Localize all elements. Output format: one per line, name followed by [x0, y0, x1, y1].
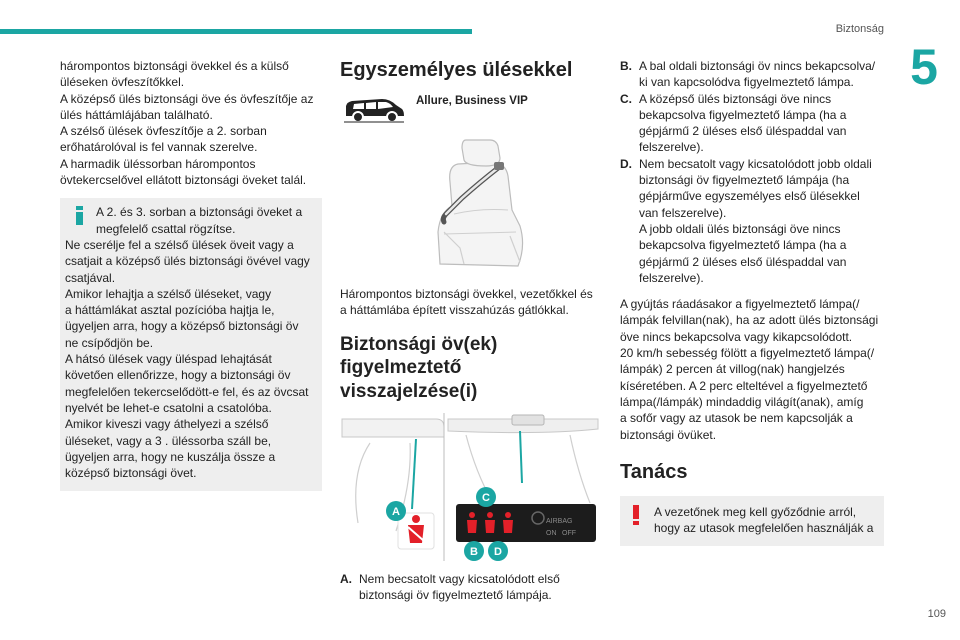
- warning-box: [620, 496, 884, 547]
- text-line: ügyeljen arra, hogy a középső biztonsági öv: [65, 319, 299, 334]
- info-box: [60, 198, 322, 491]
- text-line: bekapcsolva figyelmeztető lámpa (ha a: [639, 107, 847, 122]
- text-line: felszerelve).: [639, 270, 704, 285]
- text-line: követően ellenőrizze, hogy a biztonsági öv: [65, 368, 291, 383]
- text-line: gépjármű 2 üléses első üléspaddal van: [639, 124, 847, 139]
- panel-label-on: ON: [546, 530, 557, 538]
- legend-letter: A.: [340, 572, 352, 587]
- text-line: biztonsági öv figyelmeztető lámpája (ha: [639, 173, 850, 188]
- panel-label-airbag: AIRBAG: [546, 518, 573, 526]
- text-line: Nem becsatolt vagy kicsatolódott jobb oldali: [639, 156, 872, 171]
- heading-line: Biztonsági öv(ek): [340, 333, 498, 355]
- header-accent-bar: [0, 29, 472, 34]
- text-line: Amikor lehajtja a szélső üléseket, vagy: [65, 286, 272, 301]
- text-line: A középső ülés biztonsági öve és övfeszítője az: [60, 91, 314, 106]
- warning-exclamation-icon: [633, 505, 639, 525]
- legend-item-d: [620, 156, 884, 286]
- info-box-lead: [65, 204, 317, 237]
- text-line: lámpák) 2 percen át villog(nak) hangjelzés: [620, 362, 845, 377]
- model-label: Allure, Business VIP: [416, 95, 528, 107]
- info-icon: [76, 206, 83, 224]
- heading-line: figyelmeztető: [340, 357, 462, 379]
- column-middle: [340, 58, 602, 604]
- van-icon: [342, 94, 406, 124]
- text-line: üléseket, vagy a 3 . üléssorba száll be,: [65, 433, 272, 448]
- text-line: hogy az utasok megfelelően használják a: [654, 521, 874, 536]
- legend-letter: D.: [620, 156, 632, 171]
- panel-label-off: OFF: [562, 530, 576, 538]
- info-box-body: [65, 237, 317, 481]
- legend-item-b: [620, 58, 884, 91]
- callout-a: [386, 501, 406, 521]
- text-line: Nem becsatolt vagy kicsatolódott első: [359, 572, 560, 587]
- text-line: bekapcsolva figyelmeztető lámpa (ha a: [639, 238, 847, 253]
- heading-tip: Tanács: [620, 460, 688, 483]
- text-line: A jobb oldali ülés biztonsági öve nincs: [639, 221, 841, 236]
- intro-text: [60, 58, 322, 188]
- callout-d: [488, 541, 508, 561]
- svg-text:B: B: [470, 546, 478, 559]
- heading-single-seats: Egyszemélyes ülésekkel: [340, 59, 573, 81]
- svg-text:A: A: [392, 506, 400, 519]
- text-line: felszerelve).: [639, 140, 704, 155]
- text-line: biztonsági öv figyelmeztető lámpája.: [359, 588, 552, 603]
- text-line: a háttámlába épített visszahúzás gátlókkal.: [340, 303, 569, 318]
- svg-text:C: C: [482, 492, 490, 505]
- heading-line: visszajelzése(i): [340, 380, 478, 402]
- text-line: biztonsági övüket.: [620, 427, 717, 442]
- text-line: van felszerelve).: [639, 205, 727, 220]
- text-line: 20 km/h sebesség fölött a figyelmeztető lámpa(/: [620, 346, 875, 361]
- text-line: ügyeljen arra, hogy ne kuszálja össze a: [65, 449, 276, 464]
- callout-c: [476, 487, 496, 507]
- text-line: ne csípődjön be.: [65, 335, 154, 350]
- seat-belt-illustration: [340, 136, 602, 274]
- text-line: A szélső ülések övfeszítője a 2. sorban: [60, 124, 267, 139]
- text-line: a háttámlákat asztal pozícióba hajtja le,: [65, 303, 275, 318]
- text-line: lámpák felvillan(nak), ha az adott ülés biztonsági: [620, 313, 879, 328]
- legend-item-a: [340, 571, 602, 604]
- text-line: kíséretében. A 2 perc elteltével a figyelmeztető: [620, 378, 868, 393]
- text-line: A középső ülés biztonsági öve nincs: [639, 91, 832, 106]
- text-line: nyelvét be lehet-e csatolni a csatolóba.: [65, 400, 272, 415]
- text-line: gépjárműve egyszemélyes első ülésekkel: [639, 189, 860, 204]
- text-line: gépjármű 2 üléses első üléspaddal van: [639, 254, 847, 269]
- legend-letter: B.: [620, 59, 632, 73]
- seat-belt-description: [340, 286, 602, 319]
- model-applicability: [340, 92, 602, 130]
- heading-warning-lamps: [340, 333, 602, 404]
- text-line: középső biztonsági övet.: [65, 466, 197, 481]
- legend-letter: C.: [620, 91, 632, 106]
- column-right: [620, 58, 884, 546]
- page-number: 109: [927, 608, 946, 620]
- text-line: A 2. és 3. sorban a biztonsági öveket a: [96, 205, 303, 220]
- text-line: ülés háttámlájában található.: [60, 107, 213, 122]
- text-line: a sofőr vagy az utasok be nem kapcsolják a: [620, 411, 853, 426]
- text-line: öve nincs bekapcsolva vagy kikapcsolódott.: [620, 329, 853, 344]
- ignition-paragraph: [620, 296, 884, 443]
- callout-b: [464, 541, 484, 561]
- text-line: hárompontos biztonsági övekkel és a külső: [60, 59, 289, 73]
- legend-item-c: [620, 91, 884, 156]
- text-line: Ne cserélje fel a szélső ülések öveit vagy a: [65, 237, 294, 252]
- text-line: ki van kapcsolódva figyelmeztető lámpa.: [639, 75, 854, 90]
- text-line: csatjait a középső ülés biztonsági övével vagy: [65, 254, 310, 269]
- text-line: Hárompontos biztonsági övekkel, vezetőkkel és: [340, 287, 593, 301]
- chapter-number: 5: [910, 39, 938, 95]
- svg-text:D: D: [494, 546, 502, 559]
- text-line: A vezetőnek meg kell győződnie arról,: [654, 504, 857, 519]
- text-line: A bal oldali biztonsági öv nincs bekapcsolva/: [639, 59, 876, 73]
- text-line: A gyújtás ráadásakor a figyelmeztető lámpa(/: [620, 297, 860, 312]
- text-line: csatjával.: [65, 270, 116, 285]
- text-line: A hátsó ülések vagy üléspad lehajtását: [65, 352, 272, 367]
- text-line: erőhatárolóval is fel vannak szerelve.: [60, 140, 258, 155]
- section-title: Biztonság: [835, 23, 884, 35]
- dashboard-warning-lamps-illustration: [340, 413, 602, 561]
- text-line: lámpa(/lámpák) mindaddig világít(anak), amíg: [620, 394, 864, 409]
- text-line: megfelelően tekercselődött-e fel, és az övcsat: [65, 384, 309, 399]
- text-line: Amikor kiveszi vagy áthelyezi a szélső: [65, 417, 269, 432]
- text-line: övtekercselővel ellátott biztonsági öveket talál.: [60, 173, 307, 188]
- text-line: megfelelő csattal rögzítse.: [96, 221, 236, 236]
- text-line: üléseken övfeszítőkkel.: [60, 75, 185, 90]
- column-left: [60, 58, 322, 491]
- text-line: A harmadik üléssorban hárompontos: [60, 156, 256, 171]
